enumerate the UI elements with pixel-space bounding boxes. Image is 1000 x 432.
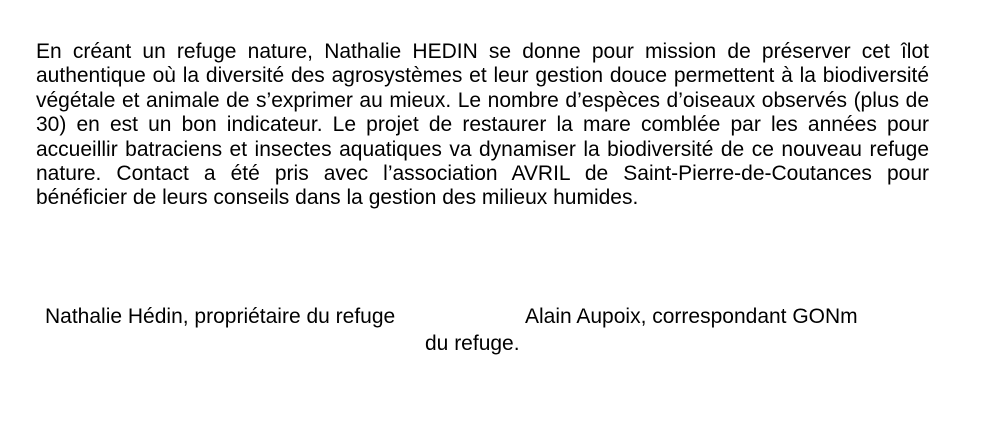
signature-correspondent-continuation: du refuge. (425, 332, 520, 355)
signature-owner: Nathalie Hédin, propriétaire du refuge (45, 305, 396, 328)
body-paragraph: En créant un refuge nature, Nathalie HEDIN se donne pour mission de préserver cet îlot authentique où la diversité des agrosystèmes et leur gestion douce permettent à la biodiversité végétale et animale de s’exprimer au mieux. Le nombre d’espèces d’oiseaux observés (plus de 30) en est un bon indicateur. Le projet de restaurer la mare comblée par les années pour accueillir batraciens et insectes aquatiques va dynamiser la biodiversité de ce nouveau refuge nature. Contact a été pris avec l’association AVRIL de Saint-Pierre-de-Coutances pour bénéficier de leurs conseils dans la gestion des milieux humides. (36, 40, 929, 210)
signature-block (0, 302, 1000, 362)
signature-correspondent: Alain Aupoix, correspondant GONm (525, 305, 858, 328)
